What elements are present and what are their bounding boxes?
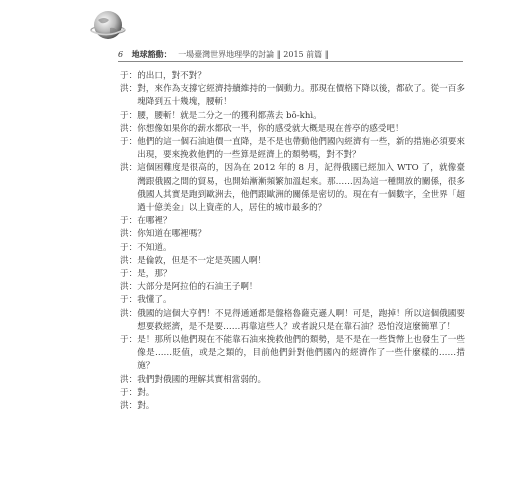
line-text: 對。 <box>137 387 155 398</box>
line-text: 大部分是阿拉伯的石油王子啊！ <box>137 282 258 293</box>
dialogue-line <box>120 281 465 294</box>
line-text: 是倫敦，但是不一定是英國人啊！ <box>137 255 267 266</box>
speaker-label: 洪： <box>120 282 138 293</box>
speaker-label: 洪： <box>120 255 138 266</box>
dialogue-line <box>120 110 465 123</box>
dialogue-line <box>120 387 465 400</box>
dialogue-line <box>120 308 465 334</box>
line-text: 我懂了。 <box>137 295 172 306</box>
dialogue-line <box>120 374 465 387</box>
dialogue-line <box>120 215 465 228</box>
speaker-label: 洪： <box>120 84 138 95</box>
speaker-label: 洪： <box>120 163 138 174</box>
speaker-label: 于： <box>120 335 138 346</box>
line-text: 你想像如果你的薪水都砍一半，你的感受就大概是現在普亭的感受吧！ <box>137 123 404 134</box>
globe-icon <box>86 6 130 46</box>
header-divider <box>118 61 463 62</box>
dialogue-line <box>120 162 465 215</box>
line-text: 是，那？ <box>137 269 172 280</box>
line-text: 對，來作為支撐它經濟持續維持的一個動力。那現在價格下降以後，都砍了。從一百多塊降到五十幾塊，腰斬！ <box>137 84 465 108</box>
dialogue-line <box>120 400 465 413</box>
speaker-label: 于： <box>120 269 138 280</box>
speaker-label: 于： <box>120 387 138 398</box>
line-text: 是！那所以他們現在不能靠石油來挽救他們的頹勢，是不是在一些貨幣上也發生了一些像是……貶值，或是之類的，目前他們針對他們國內的經濟作了一些什麼樣的……措施？ <box>137 335 465 372</box>
line-text: 俄國的這個大亨們！不見得通通都是盤格魯薩克遜人啊！可是，跑掉！所以這個俄國要想要救經濟，是不是要……再靠這些人？或者說只是在靠石油？恐怕沒這麼簡單了！ <box>137 308 465 332</box>
line-text: 我們對俄國的理解其實相當弱的。 <box>137 374 267 385</box>
dialogue-line <box>120 83 465 109</box>
speaker-label: 于： <box>120 242 138 253</box>
line-text: 腰，腰斬！就是二分之一的獲利都蒸去 bō-khì。 <box>137 110 322 121</box>
dialogue-line <box>120 255 465 268</box>
dialogue-line <box>120 294 465 307</box>
line-text: 他們的這一個石油迪價一直降，是不是也帶動他們國內經濟有一些，新的措施必須要來出現，要來挽救他們的一些算是經濟上的頹勢嗎，對不對？ <box>137 137 465 161</box>
line-text: 的出口，對不對？ <box>137 71 206 81</box>
page-number: 6 <box>118 50 124 59</box>
dialogue-line <box>120 268 465 281</box>
speaker-label: 洪： <box>120 308 138 319</box>
speaker-label: 于： <box>120 71 138 81</box>
dialogue-line <box>120 242 465 255</box>
dialogue-line <box>120 123 465 136</box>
speaker-label: 洪： <box>120 401 138 412</box>
dialogue-line <box>120 228 465 241</box>
speaker-label: 于： <box>120 110 138 121</box>
dialogue-transcript <box>120 70 465 413</box>
dialogue-line <box>120 334 465 374</box>
running-header <box>118 48 478 62</box>
line-text: 這個困難度是很高的，因為在 2012 年的 8 月，記得俄國已經加入 WTO 了，就像臺灣跟俄國之間的貿易，也開始漸漸頻繁加溫起來。那……因為這一種開放的關係，很多俄國人其實是跑到歐洲去，他們跟歐洲的關係是密切的。現在有一個數字，全世界「超過十億美金」以上資產的人，居住的城市最多的？ <box>137 163 465 214</box>
dialogue-line <box>120 136 465 162</box>
speaker-label: 洪： <box>120 123 138 134</box>
book-subtitle: 一場臺灣世界地理學的討論 ‖ 2015 前篇 ‖ <box>178 50 329 59</box>
book-title: 地球豁動： <box>131 49 172 59</box>
speaker-label: 洪： <box>120 229 138 240</box>
line-text: 你知道在哪裡嗎？ <box>137 229 206 240</box>
speaker-label: 于： <box>120 295 138 306</box>
speaker-label: 于： <box>120 216 138 227</box>
dialogue-line <box>120 70 465 83</box>
line-text: 對。 <box>137 401 155 412</box>
line-text: 在哪裡？ <box>137 216 172 227</box>
speaker-label: 于： <box>120 137 138 148</box>
line-text: 不知道。 <box>137 242 172 253</box>
speaker-label: 洪： <box>120 374 138 385</box>
